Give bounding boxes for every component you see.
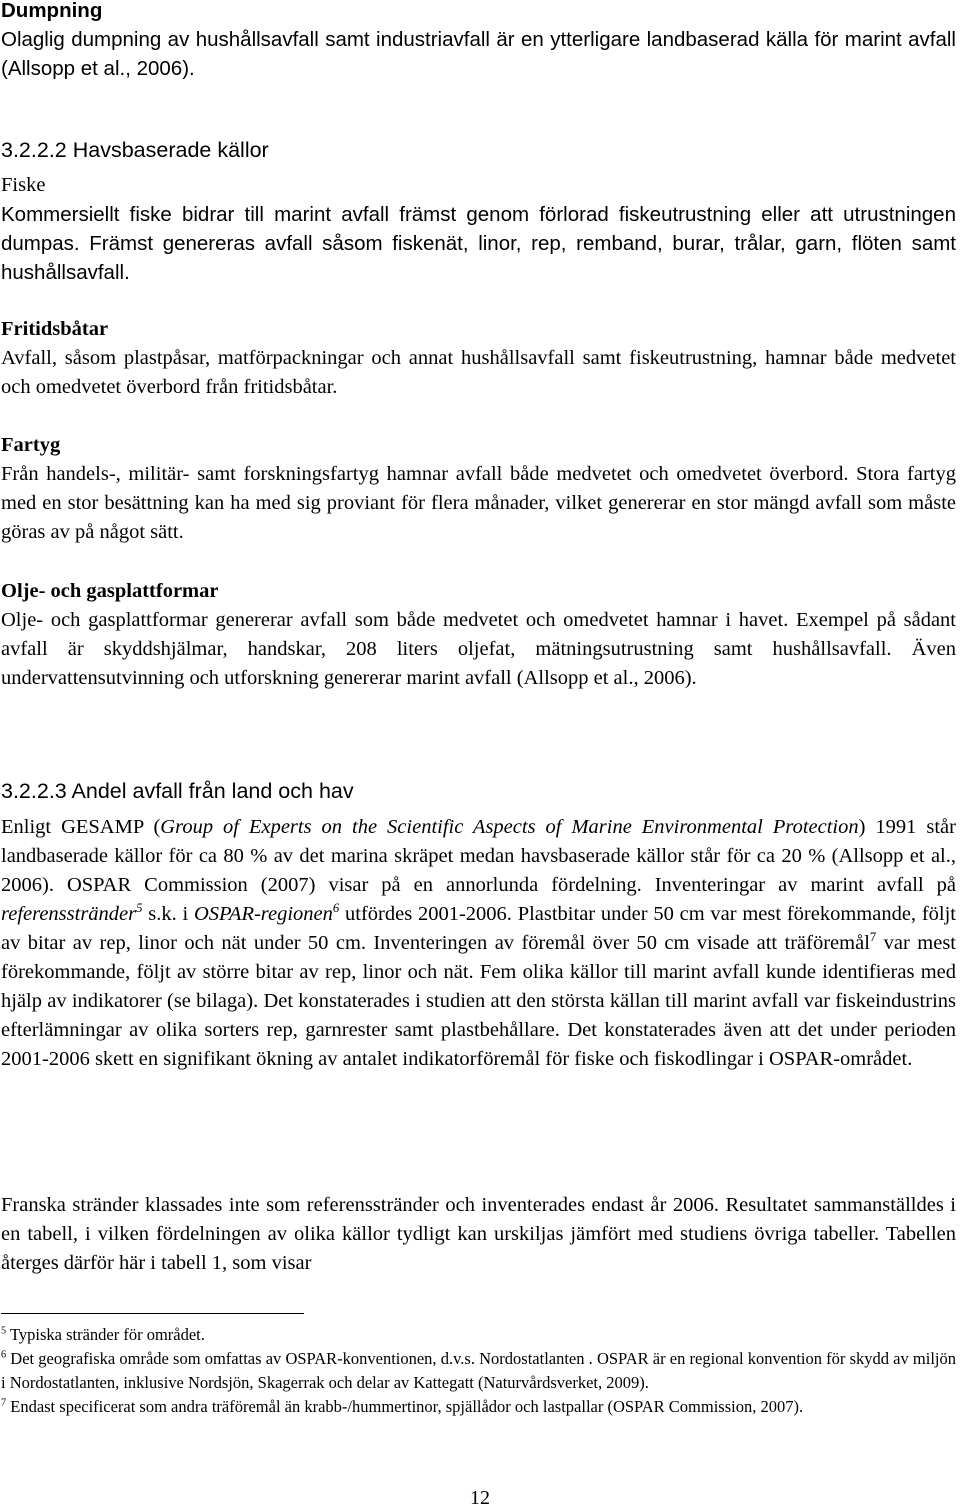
footnote-7 xyxy=(1,1395,956,1419)
footnote-num-6: 6 xyxy=(1,1349,7,1361)
heading-fiske: Fiske xyxy=(1,174,46,196)
section-3223-body xyxy=(1,813,956,1074)
gesamp-italic-ospar-regionen: OSPAR-regionen xyxy=(193,903,333,925)
heading-fritidsbatar: Fritidsbåtar xyxy=(1,318,109,340)
paragraph-fritidsbatar: Avfall, såsom plastpåsar, matförpackningar och annat hushållsavfall samt fiskeutrustning, hamnar både medvetet och omedvetet överbord från fritidsbåtar. xyxy=(1,347,956,398)
gesamp-text-e: var mest förekommande, följt av större bitar av rep, linor och nät. Fem olika källor till marint avfall kunde identifieras med hjälp av indikatorer (se bilaga). Det konstaterades i studien att den största källan till marint avfall var fiskeindustrins efterlämningar av olika sorters rep, garnrester samt plastbehållare. Det konstaterades även att det under perioden 2001-2006 skett en signifikant ökning av antalet indikatorföremål för fiske och fiskodlingar i OSPAR-området. xyxy=(1,932,956,1070)
paragraph-fartyg: Från handels-, militär- samt forskningsfartyg hamnar avfall både medvetet och omedvetet överbord. Stora fartyg med en stor besättning kan ha med sig proviant för flera månader, vilket genererar en stor mängd avfall som måste göras av på något sätt. xyxy=(1,463,956,543)
section-dumpning xyxy=(1,0,956,83)
heading-3223: 3.2.2.3 Andel avfall från land och hav xyxy=(1,779,354,803)
footnote-5 xyxy=(1,1323,956,1347)
page-number: 12 xyxy=(470,1487,490,1509)
gesamp-italic-referensstrander: referensstränder xyxy=(1,903,137,925)
gesamp-text-b: ) 1991 står landbaserade källor för ca 80 % av det marina skräpet medan havsbaserade källor står för ca 20 % (Allsopp et al., 2006). OSPAR Commission (2007) visar på en annorlunda fördelning. Inventeringar av marint avfall på xyxy=(1,816,956,896)
footnote-ref-6: 6 xyxy=(332,901,340,916)
heading-3222: 3.2.2.2 Havsbaserade källor xyxy=(1,138,269,162)
footnote-text-5: Typiska stränder för området. xyxy=(9,1325,205,1344)
gesamp-italic-group: Group of Experts on the Scientific Aspects of Marine Environmental Protection xyxy=(160,816,859,838)
gesamp-text-d: utfördes 2001-2006. Plastbitar under 50 cm var mest förekommande, följt av bitar av rep, linor och nät under 50 cm. Inventeringen av föremål över 50 cm visade att träföremål xyxy=(1,903,956,954)
gesamp-text-a: Enligt GESAMP ( xyxy=(1,816,161,838)
paragraph-franska: Franska stränder klassades inte som referensstränder och inventerades endast år 2006. Resultatet sammanställdes i en tabell, i vilken fördelningen av olika källor tydligt kan urskiljas jämfört med studiens övriga tabeller. Tabellen återges därför här i tabell 1, som visar xyxy=(1,1194,956,1274)
section-fritidsbatar xyxy=(1,315,956,402)
paragraph-dumpning: Olaglig dumpning av hushållsavfall samt industriavfall är en ytterligare landbaserad källa för marint avfall (Allsopp et al., 2006). xyxy=(1,28,956,80)
footnote-ref-5: 5 xyxy=(136,901,143,916)
section-fartyg xyxy=(1,431,956,547)
footnote-text-7: Endast specificerat som andra träföremål än krabb-/hummertinor, spjällådor och lastpallar (OSPAR Commission, 2007). xyxy=(10,1397,804,1416)
heading-fartyg: Fartyg xyxy=(1,434,61,456)
footnote-num-5: 5 xyxy=(1,1325,7,1337)
heading-olje: Olje- och gasplattformar xyxy=(1,580,219,602)
paragraph-fiske: Kommersiellt fiske bidrar till marint avfall främst genom förlorad fiskeutrustning eller att utrustningen dumpas. Främst genereras avfall såsom fiskenät, linor, rep, remband, burar, trålar, garn, flöten samt hushållsavfall. xyxy=(1,203,956,284)
footnotes xyxy=(1,1323,956,1419)
footnote-ref-7: 7 xyxy=(869,930,877,945)
footnote-text-6: Det geografiska område som omfattas av OSPAR-konventionen, d.v.s. Nordostatlanten . OSPAR är en regional konvention för skydd av miljön i Nordostatlanten, inklusive Nordsjön, Skagerrak och delar av Kattegatt (Naturvårdsverket, 2009). xyxy=(1,1349,956,1392)
section-fiske xyxy=(1,171,956,287)
paragraph-gesamp xyxy=(1,813,956,1074)
gesamp-text-c: s.k. i xyxy=(142,903,194,925)
footnote-separator xyxy=(1,1313,304,1314)
heading-dumpning: Dumpning xyxy=(1,0,103,22)
footnote-6 xyxy=(1,1347,956,1395)
section-franska xyxy=(1,1191,956,1278)
footnote-num-7: 7 xyxy=(1,1397,7,1409)
paragraph-olje: Olje- och gasplattformar genererar avfall som både medvetet och omedvetet hamnar i havet. Exempel på sådant avfall är skyddshjälmar, handskar, 208 liters oljefat, mätningsutrustning samt hushållsavfall. Även undervattensutvinning och utforskning genererar marint avfall (Allsopp et al., 2006). xyxy=(1,609,956,689)
section-olje xyxy=(1,577,956,693)
